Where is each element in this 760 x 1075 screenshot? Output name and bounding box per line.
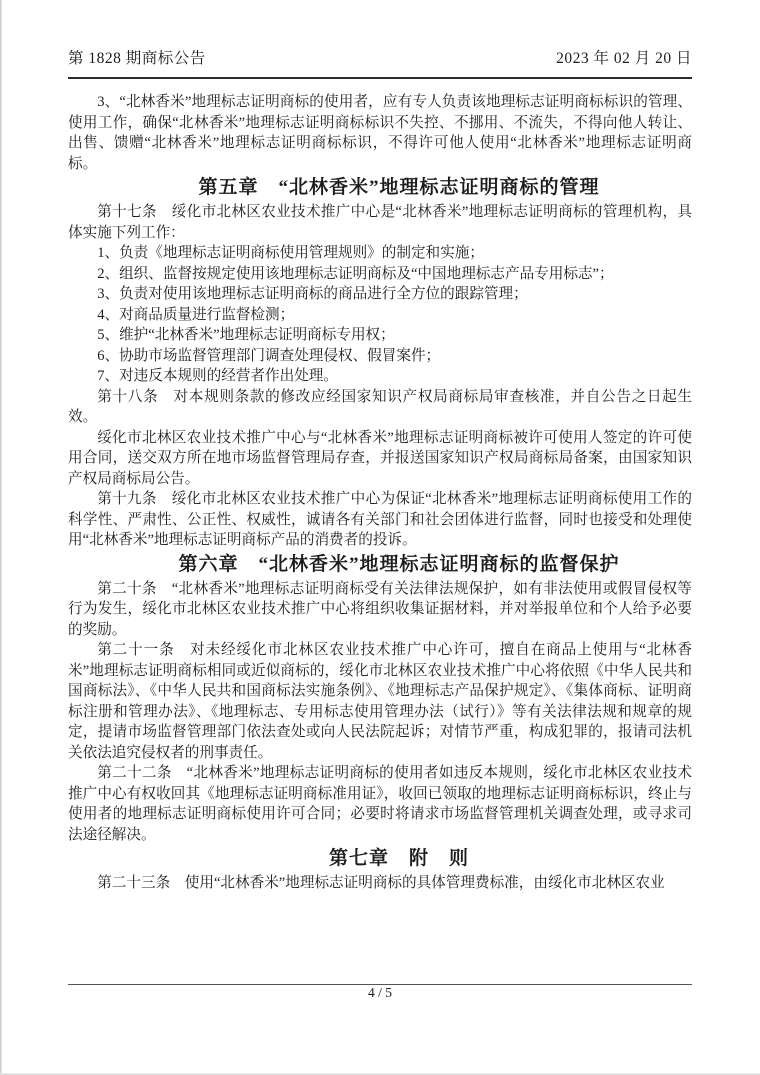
para-rule-3: 3、“北林香米”地理标志证明商标的使用者，应有专人负责该地理标志证明商标标识的管理、使用工作，确保“北林香米”地理标志证明商标标识不失控、不挪用、不流失，不得向他人转让、出售、馈赠“北林香米”地理标志证明商标标识，不得许可他人使用“北林香米”地理标志证明商标。 — [68, 94, 692, 172]
para-article-22: 第二十二条 “北林香米”地理标志证明商标的使用者如违反本规则，绥化市北林区农业技术推广中心有权收回其《地理标志证明商标准用证》，收回已领取的地理标志证明商标标识，终止与使用者的地理标志证明商标使用许可合同；必要时将请求市场监督管理机关调查处理，或寻求司法途径解决。 — [68, 765, 692, 843]
list-item-7: 7、对违反本规则的经营者作出处理。 — [97, 368, 338, 384]
heading-chapter-7: 第七章 附 则 — [328, 848, 469, 869]
header-rule — [68, 77, 692, 79]
document-body — [68, 92, 692, 894]
page-number: 4 / 5 — [367, 985, 392, 1000]
para-article-21: 第二十一条 对未经绥化市北林区农业技术推广中心许可，擅自在商品上使用与“北林香米”地理标志证明商标相同或近似商标的，绥化市北林区农业技术推广中心将依照《中华人民共和国商标法》、《中华人民共和国商标法实施条例》、《地理标志产品保护规定》、《集体商标、证明商标注册和管理办法》、《地理标志、专用标志使用管理办法（试行）》等有关法律法规和规章的规定，提请市场监督管理部门依法查处或向人民法院起诉；对情节严重，构成犯罪的，报请司法机关依法追究侵权者的刑事责任。 — [68, 642, 692, 761]
heading-chapter-5: 第五章 “北林香米”地理标志证明商标的管理 — [198, 177, 600, 198]
gazette-date-label: 2023 年 02 月 20 日 — [556, 50, 692, 67]
para-article-23: 第二十三条 使用“北林香米”地理标志证明商标的具体管理费标准，由绥化市北林区农业 — [97, 875, 665, 891]
list-item-6: 6、协助市场监督管理部门调查处理侵权、假冒案件； — [97, 347, 441, 364]
list-item-5: 5、维护“北林香米”地理标志证明商标专用权； — [97, 327, 395, 343]
para-article-18: 第十八条 对本规则条款的修改应经国家知识产权局商标局审查核准，并自公告之日起生效。 — [68, 388, 692, 425]
list-item-2: 2、组织、监督按规定使用该地理标志证明商标及“中国地理标志产品专用标志”； — [97, 265, 614, 282]
para-article-17: 第十七条 绥化市北林区农业技术推广中心是“北林香米”地理标志证明商标的管理机构，具体实施下列工作： — [68, 204, 692, 241]
list-item-3: 3、负责对使用该地理标志证明商标的商品进行全方位的跟踪管理； — [97, 286, 528, 302]
gazette-issue-label: 第 1828 期商标公告 — [68, 50, 206, 67]
list-item-1: 1、负责《地理标志证明商标使用管理规则》的制定和实施； — [97, 245, 484, 261]
page-header — [68, 46, 692, 68]
para-article-20: 第二十条 “北林香米”地理标志证明商标受有关法律法规保护，如有非法使用或假冒侵权等行为发生，绥化市北林区农业技术推广中心将组织收集证据材料，并对举报单位和个人给予必要的奖励。 — [68, 580, 692, 638]
list-item-4: 4、对商品质量进行监督检测； — [97, 306, 295, 323]
heading-chapter-6: 第六章 “北林香米”地理标志证明商标的监督保护 — [178, 553, 620, 575]
para-article-19: 第十九条 绥化市北林区农业技术推广中心为保证“北林香米”地理标志证明商标使用工作的科学性、严肃性、公正性、权威性，诚请各有关部门和社会团体进行监督，同时也接受和处理使用“北林香米”地理标志证明商标产品的消费者的投诉。 — [68, 491, 692, 548]
scan-edge-left — [0, 0, 2, 1075]
para-article-18-cont: 绥化市北林区农业技术推广中心与“北林香米”地理标志证明商标被许可使用人签定的许可使用合同，送交双方所在地市场监督管理局存查，并报送国家知识产权局商标局备案，由国家知识产权局商标局公告。 — [68, 429, 692, 487]
